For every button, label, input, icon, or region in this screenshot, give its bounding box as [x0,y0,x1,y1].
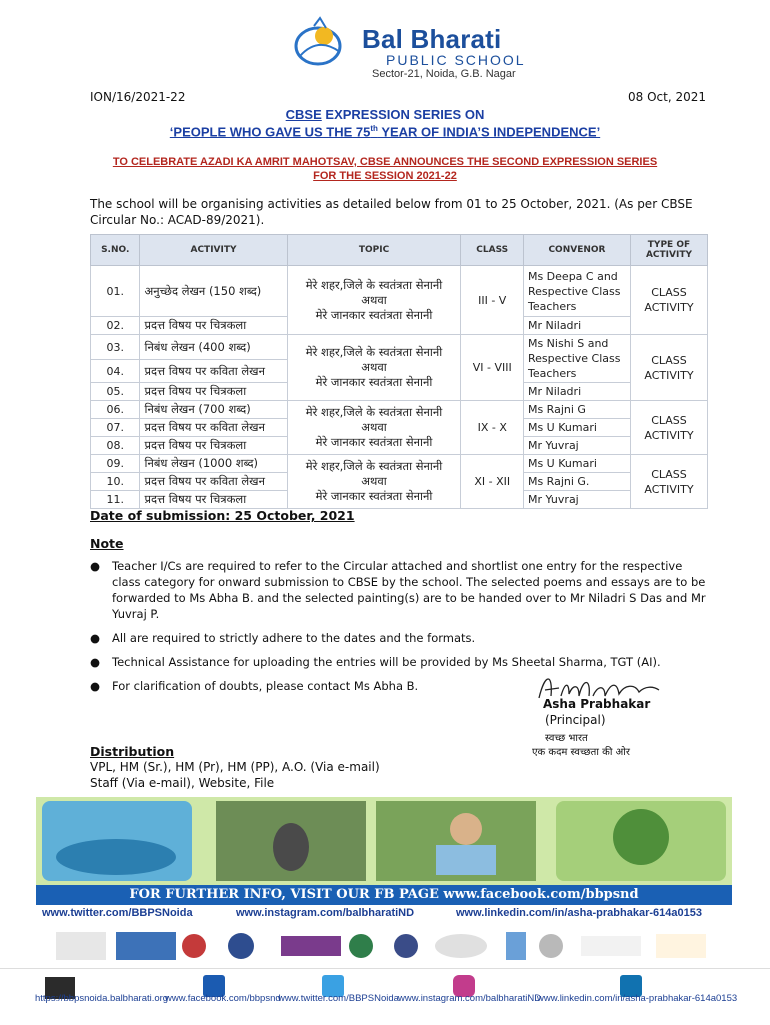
convenor-cell: Ms Rajni G [523,401,630,419]
social-links-row [36,905,732,923]
activity-cell: निबंध लेखन (400 शब्द) [140,335,287,360]
swachh-line-1: स्वच्छ भारत [545,733,588,744]
sno-cell: 07. [91,419,140,437]
activity-cell: प्रदत्त विषय पर कविता लेखन [140,473,287,491]
distribution-heading: Distribution [90,744,175,759]
convenor-cell: Ms U Kumari [523,455,630,473]
sno-cell: 08. [91,437,140,455]
topic-line-1: मेरे शहर,जिले के स्वतंत्रता सेनानी [305,459,443,473]
bullet-icon: ● [90,679,101,693]
partner-logos-strip [36,926,732,966]
title-cbse: CBSE [285,107,322,122]
swachh-bharat-icon [435,934,487,958]
green-badge-icon [506,932,526,960]
sno-cell: 04. [91,360,140,383]
footer-facebook-link[interactable]: www.facebook.com/bbpsnd [165,993,281,1004]
th-convenor: CONVENOR [523,235,630,266]
activity-cell: निबंध लेखन (1000 शब्द) [140,455,287,473]
activity-cell: निबंध लेखन (700 शब्द) [140,401,287,419]
table-header-row [91,235,708,266]
convenor-cell: Mr Yuvraj [523,491,630,509]
ocean-logo-icon [349,934,373,958]
note-heading: Note [90,536,124,551]
class-cell: III - V [461,266,524,335]
convenor-cell: Ms Rajni G. [523,473,630,491]
table-row [91,335,708,360]
signatory-title: (Principal) [545,713,606,727]
footer-twitter-link[interactable]: www.twitter.com/BBPSNoida [278,993,399,1004]
bullet-icon: ● [90,559,101,573]
topic-line-2: अथवा [361,474,387,488]
reference-number: ION/16/2021-22 [90,90,186,104]
type-cell: CLASS ACTIVITY [630,455,707,509]
topic-line-3: मेरे जानकार स्वतंत्रता सेनानी [315,489,433,503]
topic-line-1: मेरे शहर,जिले के स्वतंत्रता सेनानी [305,277,443,292]
table-row [91,455,708,473]
activity-cell: अनुच्छेद लेखन (150 शब्द) [140,266,287,317]
footer-site-link[interactable]: https://bbpsnoida.balbharati.org [35,993,169,1004]
activity-cell: प्रदत्त विषय पर चित्रकला [140,491,287,509]
note-text: All are required to strictly adhere to the dates and the formats. [112,631,476,645]
school-subtitle: PUBLIC SCHOOL [386,52,526,68]
sno-cell: 03. [91,335,140,360]
title2-a: ‘PEOPLE WHO GAVE US THE 75 [169,124,371,140]
cbse-logo-icon [539,934,563,958]
eco-schools-icon [394,934,418,958]
korea-logo-icon [182,934,206,958]
title2-sup: th [370,124,378,133]
instagram-link[interactable]: www.instagram.com/balbharatiND [236,907,415,919]
intro-paragraph: The school will be organising activities as detailed below from 01 to 25 October, 2021. (As per CBSE Circular No.: ACAD-89/2021). [90,197,693,227]
sno-cell: 10. [91,473,140,491]
activity-table [90,234,708,509]
list-item [90,630,710,646]
celebrate-line-2: FOR THE SESSION 2021-22 [313,170,457,182]
topic-cell [287,401,461,455]
topic-line-2: अथवा [361,360,387,374]
topic-line-3: मेरे जानकार स्वतंत्रता सेनानी [315,375,433,389]
convenor-cell: Ms Deepa C and Respective Class Teachers [523,266,630,317]
table-row [91,266,708,317]
title-line-1 [0,107,770,122]
note-text: Technical Assistance for uploading the entries will be provided by Ms Sheetal Sharma, TGT (AI). [112,655,661,669]
table-row [91,401,708,419]
circular-date: 08 Oct, 2021 [628,90,706,104]
digital-india-icon [581,936,641,956]
fit-india-icon [656,934,706,958]
school-name: Bal Bharati [362,24,502,54]
convenor-cell: Ms U Kumari [523,419,630,437]
sno-cell: 11. [91,491,140,509]
topic-cell [287,266,461,335]
twitter-link[interactable]: www.twitter.com/BBPSNoida [42,907,193,919]
international-school-award-icon [56,932,106,960]
sno-cell: 06. [91,401,140,419]
class-cell: VI - VIII [461,335,524,401]
activity-cell: प्रदत्त विषय पर चित्रकला [140,317,287,335]
school-logo-emblem [290,16,352,72]
type-cell: CLASS ACTIVITY [630,335,707,401]
sno-cell: 01. [91,266,140,317]
facebook-info-bar: FOR FURTHER INFO, VISIT OUR FB PAGE www.facebook.com/bbpsnd [36,885,732,905]
title2-b: YEAR OF INDIA’S INDEPENDENCE’ [377,124,601,140]
submission-date: Date of submission: 25 October, 2021 [90,508,355,523]
environment-banner [36,797,732,885]
activity-cell: प्रदत्त विषय पर कविता लेखन [140,419,287,437]
th-topic: TOPIC [287,235,461,266]
th-class: CLASS [461,235,524,266]
banner-illustration [36,797,732,885]
topic-line-1: मेरे शहर,जिले के स्वतंत्रता सेनानी [305,345,443,359]
school-address: Sector-21, Noida, G.B. Nagar [372,68,516,80]
bullet-icon: ● [90,631,101,645]
note-text: Teacher I/Cs are required to refer to the Circular attached and shortlist one entry for the respective class category for onward submission to CBSE by the school. The selected poems and essays are to be forwarded to Ms Abha B. and the selected painting(s) are to be handed over to Mr Niladri S Das and Mr Yuvraj P. [112,559,706,621]
type-cell: CLASS ACTIVITY [630,401,707,455]
distribution-line-2: Staff (Via e-mail), Website, File [90,776,275,790]
face-to-faith-icon [281,936,341,956]
topic-line-3: मेरे जानकार स्वतंत्रता सेनानी [315,435,433,449]
swachh-line-2: एक कदम स्वच्छता की ओर [532,747,630,758]
th-activity: ACTIVITY [140,235,287,266]
sno-cell: 02. [91,317,140,335]
celebrate-text [0,155,770,183]
sno-cell: 05. [91,383,140,401]
topic-line-2: अथवा [361,292,387,307]
title-series: EXPRESSION SERIES ON [321,107,485,122]
convenor-cell: Mr Niladri [523,383,630,401]
topic-cell [287,335,461,401]
footer-linkedin-link[interactable]: www.linkedin.com/in/asha-prabhakar-614a0153 [537,993,738,1004]
activity-cell: प्रदत्त विषय पर कविता लेखन [140,360,287,383]
class-cell: IX - X [461,401,524,455]
topic-line-3: मेरे जानकार स्वतंत्रता सेनानी [315,307,433,322]
list-item [90,558,710,622]
convenor-cell: Mr Yuvraj [523,437,630,455]
topic-cell [287,455,461,509]
activity-cell: प्रदत्त विषय पर चित्रकला [140,437,287,455]
signatory-name: Asha Prabhakar [543,697,651,711]
celebrate-line-1: TO CELEBRATE AZADI KA AMRIT MAHOTSAV, CBSE ANNOUNCES THE SECOND EXPRESSION SERIES [112,156,658,168]
th-type: TYPE OF ACTIVITY [630,235,707,266]
topic-line-1: मेरे शहर,जिले के स्वतंत्रता सेनानी [305,405,443,419]
eco-logo-icon [116,932,176,960]
bullet-icon: ● [90,655,101,669]
note-text: For clarification of doubts, please contact Ms Abha B. [112,679,419,693]
convenor-cell: Ms Nishi S and Respective Class Teachers [523,335,630,383]
footer-instagram-link[interactable]: www.instagram.com/balbharatiND [398,993,542,1004]
distribution-line-1: VPL, HM (Sr.), HM (Pr), HM (PP), A.O. (Via e-mail) [90,760,380,774]
nfsc-logo-icon [228,933,254,959]
th-sno: S.NO. [91,235,140,266]
class-cell: XI - XII [461,455,524,509]
type-cell: CLASS ACTIVITY [630,266,707,335]
title-line-2 [0,124,770,139]
topic-line-2: अथवा [361,420,387,434]
linkedin-link[interactable]: www.linkedin.com/in/asha-prabhakar-614a0153 [456,907,702,919]
activity-cell: प्रदत्त विषय पर चित्रकला [140,383,287,401]
sno-cell: 09. [91,455,140,473]
convenor-cell: Mr Niladri [523,317,630,335]
